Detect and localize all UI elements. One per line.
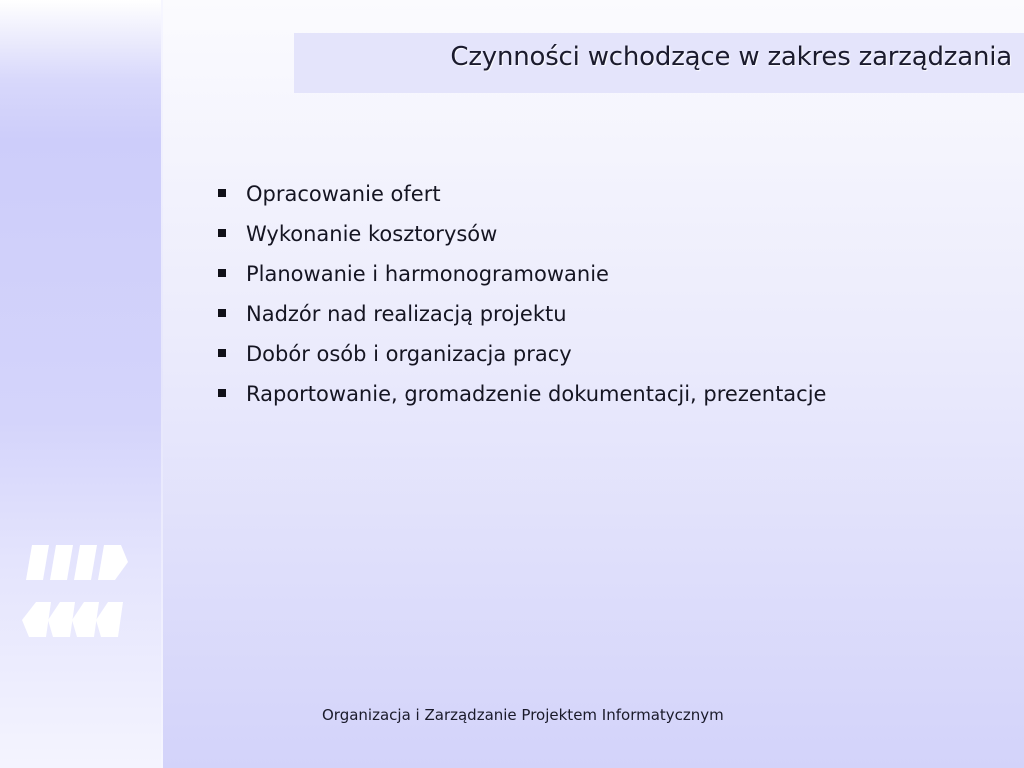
chevron-shape: [22, 602, 51, 637]
bullet-text: Nadzór nad realizacją projektu: [246, 302, 567, 326]
square-bullet-icon: [218, 189, 226, 197]
bullet-item: [214, 259, 854, 290]
chevron-shape: [26, 545, 49, 580]
bullet-text: Wykonanie kosztorysów: [246, 222, 498, 246]
bullet-item: [214, 219, 854, 250]
bullet-item: [214, 379, 854, 410]
bullet-text: Opracowanie ofert: [246, 182, 441, 206]
slide-footer: Organizacja i Zarządzanie Projektem Informatycznym: [322, 706, 724, 724]
bullet-text: Planowanie i harmonogramowanie: [246, 262, 609, 286]
square-bullet-icon: [218, 309, 226, 317]
square-bullet-icon: [218, 229, 226, 237]
chevron-shape: [74, 545, 97, 580]
bullet-text: Raportowanie, gromadzenie dokumentacji, prezentacje: [246, 382, 827, 406]
square-bullet-icon: [218, 389, 226, 397]
chevron-shape: [48, 602, 75, 637]
chevron-shape: [98, 545, 128, 580]
bullet-item: [214, 179, 854, 210]
slide-title: Czynności wchodzące w zakres zarządzania: [450, 42, 1012, 72]
square-bullet-icon: [218, 349, 226, 357]
chevron-shape: [50, 545, 73, 580]
bullet-item: [214, 299, 854, 330]
bullet-item: [214, 339, 854, 370]
chevrons-decoration: [18, 544, 134, 640]
left-chevrons-icon: [22, 602, 123, 637]
right-chevrons-icon: [26, 545, 128, 580]
bullet-text: Dobór osób i organizacja pracy: [246, 342, 572, 366]
chevron-shape: [72, 602, 99, 637]
chevron-shape: [96, 602, 123, 637]
side-panel-divider: [161, 0, 163, 768]
title-bar: [294, 33, 1024, 93]
bullet-list: [214, 179, 854, 419]
square-bullet-icon: [218, 269, 226, 277]
side-panel: [0, 0, 162, 768]
